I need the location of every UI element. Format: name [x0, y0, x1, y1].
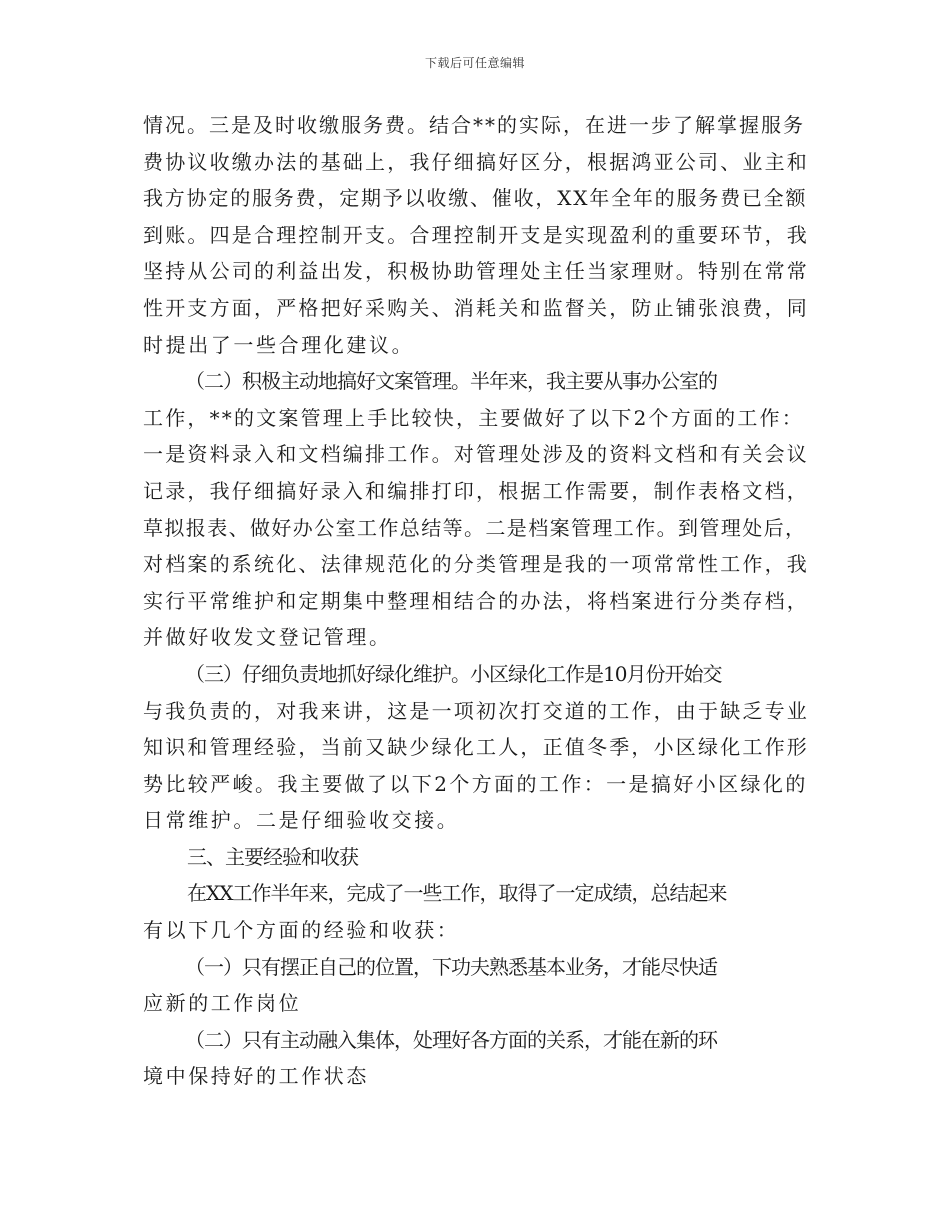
text-line: 记录，我仔细搞好录入和编排打印，根据工作需要，制作表格文档，	[143, 478, 809, 503]
text-line: 势比较严峻。我主要做了以下2个方面的工作：一是搞好小区绿化的	[143, 771, 808, 796]
text-line: 时提出了一些合理化建议。	[143, 332, 415, 357]
text-line: 与我负责的，对我来讲，这是一项初次打交道的工作，由于缺乏专业	[143, 698, 809, 723]
text-line: 对档案的系统化、法律规范化的分类管理是我的一项常常性工作，我	[143, 552, 809, 577]
section-heading-2: （二）积极主动地搞好文案管理。半年来，我主要从事办公室的	[185, 369, 717, 394]
text-line: 工作，**的文案管理上手比较快，主要做好了以下2个方面的工作：	[143, 405, 804, 430]
text-line: 境中保持好的工作状态	[143, 1064, 369, 1089]
text-line: 应新的工作岗位	[143, 991, 302, 1016]
text-line: 到账。四是合理控制开支。合理控制开支是实现盈利的重要环节，我	[143, 222, 809, 247]
text-line: 费协议收缴办法的基础上，我仔细搞好区分，根据鸿亚公司、业主和	[143, 149, 809, 174]
text-line: 一是资料录入和文档编排工作。对管理处涉及的资料文档和有关会议	[143, 442, 809, 467]
text-line: 情况。三是及时收缴服务费。结合**的实际，在进一步了解掌握服务	[143, 113, 805, 137]
experience-item-1: （一）只有摆正自己的位置，下功夫熟悉基本业务，才能尽快适	[185, 954, 717, 979]
text-line: 坚持从公司的利益出发，积极协助管理处主任当家理财。特别在常常	[143, 259, 809, 284]
section-heading-3: （三）仔细负责地抓好绿化维护。小区绿化工作是10月份开始交	[185, 661, 722, 686]
experience-item-2: （二）只有主动融入集体，处理好各方面的关系，才能在新的环	[185, 1027, 717, 1052]
document-body	[143, 107, 809, 1095]
page-header: 下载后可任意编辑	[424, 56, 525, 70]
chapter-heading: 三、主要经验和收获	[187, 844, 358, 869]
text-line: 在XX工作半年来，完成了一些工作，取得了一定成绩，总结起来	[187, 881, 727, 906]
text-line: 日常维护。二是仔细验收交接。	[143, 808, 460, 833]
text-line: 有以下几个方面的经验和收获：	[143, 918, 460, 943]
text-line: 草拟报表、做好办公室工作总结等。二是档案管理工作。到管理处后，	[143, 515, 807, 540]
text-line: 我方协定的服务费，定期予以收缴、催收，XX年全年的服务费已全额	[143, 186, 808, 211]
text-line: 性开支方面，严格把好采购关、消耗关和监督关，防止铺张浪费，同	[143, 295, 809, 320]
text-line: 实行平常维护和定期集中整理相结合的办法，将档案进行分类存档，	[143, 588, 809, 613]
text-line: 知识和管理经验，当前又缺少绿化工人，正值冬季，小区绿化工作形	[143, 735, 809, 760]
text-line: 并做好收发文登记管理。	[143, 625, 392, 650]
